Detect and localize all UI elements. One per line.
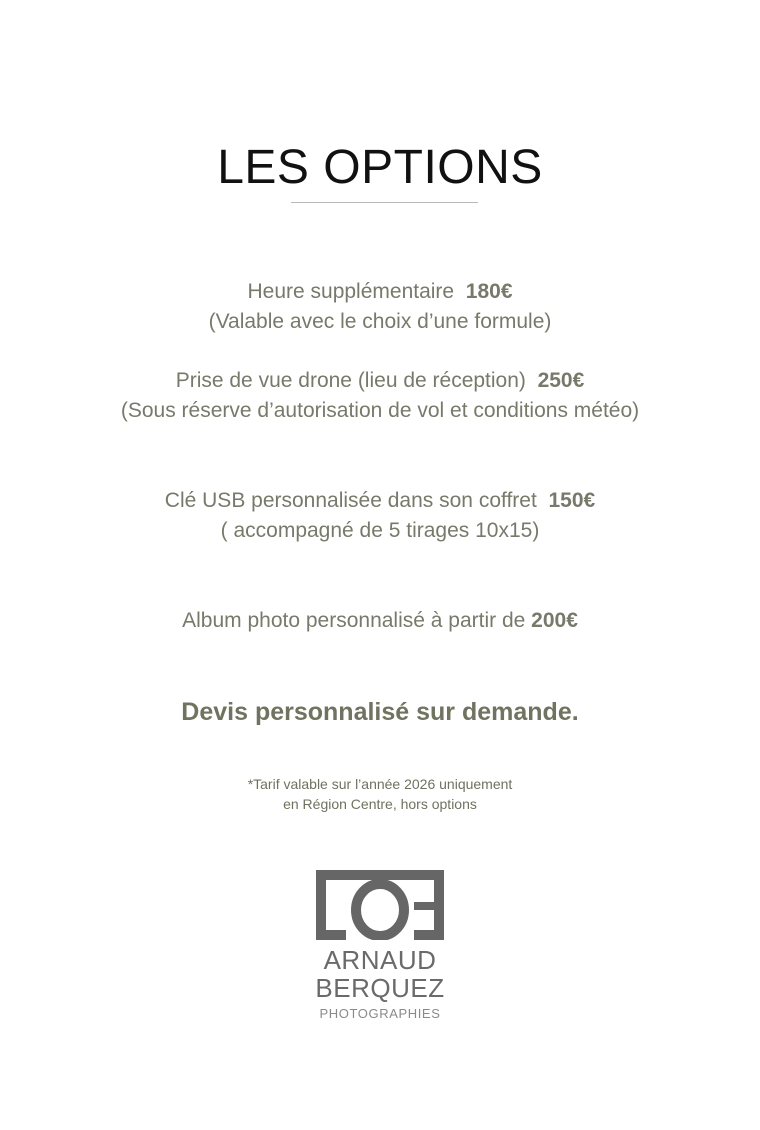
title-underline xyxy=(291,202,478,203)
option-usb-key xyxy=(0,486,760,546)
option-note: ( accompagné de 5 tirages 10x15) xyxy=(220,519,540,542)
pricing-footnote xyxy=(0,774,760,814)
monogram-icon xyxy=(316,870,444,940)
option-overtime xyxy=(0,277,760,337)
option-label: Heure supplémentaire xyxy=(247,280,455,303)
option-price: 200€ xyxy=(531,609,578,632)
option-album xyxy=(0,606,760,636)
option-price: 180€ xyxy=(465,280,513,303)
option-label: Clé USB personnalisée dans son coffret xyxy=(164,489,537,512)
option-drone xyxy=(0,366,760,426)
option-note: (Valable avec le choix d’une formule) xyxy=(208,310,552,333)
option-note: (Sous réserve d’autorisation de vol et conditions météo) xyxy=(120,399,640,422)
quote-callout: Devis personnalisé sur demande. xyxy=(181,698,579,726)
brand-tagline: PHOTOGRAPHIES xyxy=(319,1006,441,1021)
page-title: LES OPTIONS xyxy=(217,141,543,194)
footnote-line: *Tarif valable sur l’année 2026 uniquement xyxy=(247,776,513,792)
option-price: 250€ xyxy=(537,369,585,392)
brand-name-first: ARNAUD xyxy=(323,945,437,975)
footnote-line: en Région Centre, hors options xyxy=(283,796,477,812)
brand-name-last: BERQUEZ xyxy=(315,973,445,1003)
brand-logo xyxy=(0,870,760,1021)
option-price: 150€ xyxy=(548,489,596,512)
option-label: Album photo personnalisé à partir de xyxy=(182,609,526,632)
option-label: Prise de vue drone (lieu de réception) xyxy=(175,369,526,392)
